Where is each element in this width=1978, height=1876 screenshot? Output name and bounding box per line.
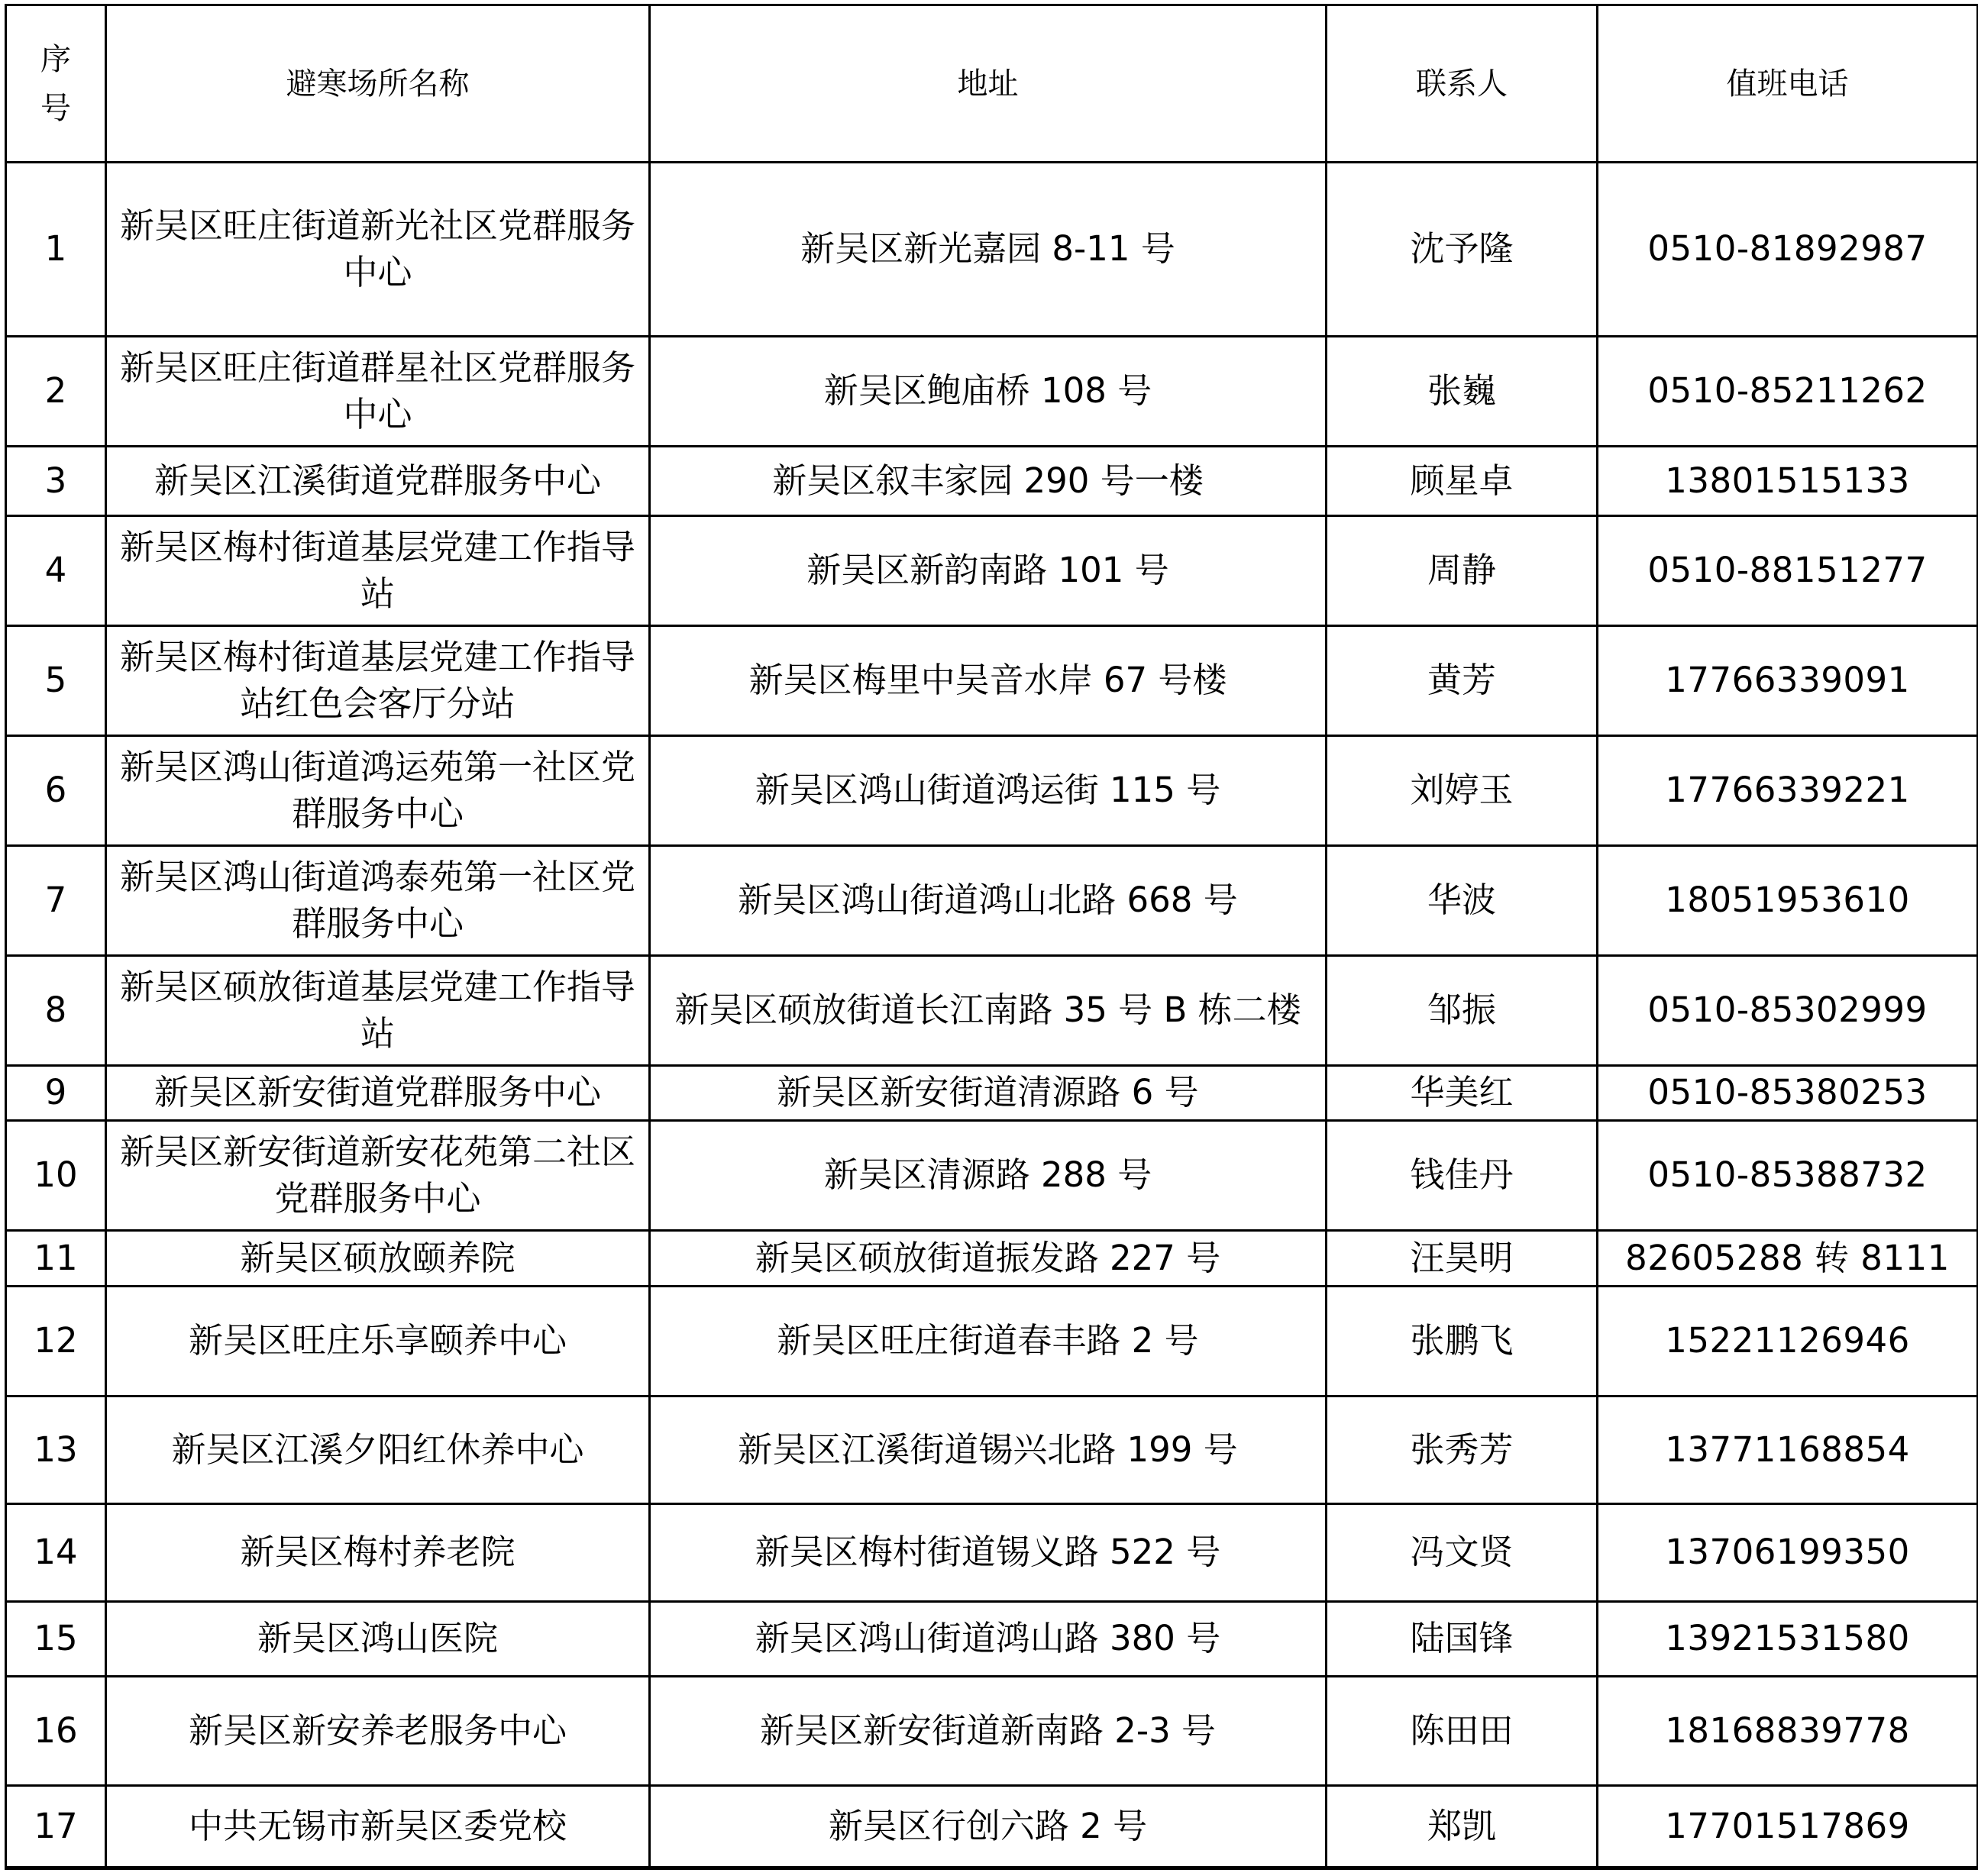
cell-contact: 冯文贤 xyxy=(1327,1504,1598,1602)
cell-phone: 13921531580 xyxy=(1598,1602,1978,1677)
table-row xyxy=(6,1066,1978,1121)
cell-no: 5 xyxy=(6,626,106,736)
header-phone: 值班电话 xyxy=(1598,5,1978,163)
cell-no: 12 xyxy=(6,1287,106,1397)
cell-phone: 18051953610 xyxy=(1598,846,1978,956)
cell-name: 新吴区新安街道党群服务中心 xyxy=(106,1066,650,1121)
cell-contact: 汪昊明 xyxy=(1327,1231,1598,1287)
cell-phone: 15221126946 xyxy=(1598,1287,1978,1397)
table-row xyxy=(6,1397,1978,1504)
table-row xyxy=(6,337,1978,447)
cell-name: 新吴区旺庄街道新光社区党群服务中心 xyxy=(106,163,650,337)
cell-address: 新吴区行创六路 2 号 xyxy=(650,1786,1327,1868)
header-no: 序号 xyxy=(6,5,106,163)
cell-name: 新吴区江溪夕阳红休养中心 xyxy=(106,1397,650,1504)
table-row xyxy=(6,736,1978,846)
cell-contact: 周静 xyxy=(1327,516,1598,626)
cell-name: 新吴区梅村街道基层党建工作指导站 xyxy=(106,516,650,626)
cell-phone: 0510-81892987 xyxy=(1598,163,1978,337)
cell-phone: 0510-85302999 xyxy=(1598,956,1978,1066)
table-row xyxy=(6,1287,1978,1397)
table-row xyxy=(6,447,1978,516)
header-address: 地址 xyxy=(650,5,1327,163)
cell-contact: 钱佳丹 xyxy=(1327,1121,1598,1231)
cell-contact: 顾星卓 xyxy=(1327,447,1598,516)
table-row xyxy=(6,1121,1978,1231)
cell-address: 新吴区鸿山街道鸿运街 115 号 xyxy=(650,736,1327,846)
cell-phone: 13771168854 xyxy=(1598,1397,1978,1504)
cell-address: 新吴区叙丰家园 290 号一楼 xyxy=(650,447,1327,516)
cell-no: 1 xyxy=(6,163,106,337)
cell-no: 13 xyxy=(6,1397,106,1504)
cell-contact: 张秀芳 xyxy=(1327,1397,1598,1504)
table-row xyxy=(6,626,1978,736)
cell-name: 新吴区鸿山医院 xyxy=(106,1602,650,1677)
cell-phone: 17701517869 xyxy=(1598,1786,1978,1868)
table-row xyxy=(6,846,1978,956)
table-row xyxy=(6,956,1978,1066)
cell-no: 15 xyxy=(6,1602,106,1677)
cell-contact: 邹振 xyxy=(1327,956,1598,1066)
cell-no: 9 xyxy=(6,1066,106,1121)
cell-address: 新吴区新安街道清源路 6 号 xyxy=(650,1066,1327,1121)
cell-contact: 张巍 xyxy=(1327,337,1598,447)
cell-name: 中共无锡市新吴区委党校 xyxy=(106,1786,650,1868)
cell-name: 新吴区新安养老服务中心 xyxy=(106,1677,650,1786)
cell-no: 4 xyxy=(6,516,106,626)
cell-phone: 13706199350 xyxy=(1598,1504,1978,1602)
header-name: 避寒场所名称 xyxy=(106,5,650,163)
table-row xyxy=(6,1677,1978,1786)
cell-name: 新吴区硕放颐养院 xyxy=(106,1231,650,1287)
cell-phone: 82605288 转 8111 xyxy=(1598,1231,1978,1287)
cell-address: 新吴区江溪街道锡兴北路 199 号 xyxy=(650,1397,1327,1504)
cell-name: 新吴区鸿山街道鸿运苑第一社区党群服务中心 xyxy=(106,736,650,846)
table-row xyxy=(6,1231,1978,1287)
cell-phone: 0510-85211262 xyxy=(1598,337,1978,447)
cell-address: 新吴区硕放街道长江南路 35 号 B 栋二楼 xyxy=(650,956,1327,1066)
cell-address: 新吴区新韵南路 101 号 xyxy=(650,516,1327,626)
cell-no: 6 xyxy=(6,736,106,846)
cell-no: 3 xyxy=(6,447,106,516)
cell-phone: 0510-85380253 xyxy=(1598,1066,1978,1121)
cell-contact: 郑凯 xyxy=(1327,1786,1598,1868)
cell-no: 8 xyxy=(6,956,106,1066)
cell-name: 新吴区旺庄乐享颐养中心 xyxy=(106,1287,650,1397)
cell-address: 新吴区硕放街道振发路 227 号 xyxy=(650,1231,1327,1287)
table-row xyxy=(6,1786,1978,1868)
cell-no: 2 xyxy=(6,337,106,447)
cell-name: 新吴区梅村街道基层党建工作指导站红色会客厅分站 xyxy=(106,626,650,736)
cell-address: 新吴区鸿山街道鸿山路 380 号 xyxy=(650,1602,1327,1677)
cell-name: 新吴区硕放街道基层党建工作指导站 xyxy=(106,956,650,1066)
cell-name: 新吴区旺庄街道群星社区党群服务中心 xyxy=(106,337,650,447)
table-row xyxy=(6,1504,1978,1602)
cell-contact: 刘婷玉 xyxy=(1327,736,1598,846)
cell-phone: 0510-88151277 xyxy=(1598,516,1978,626)
cell-no: 10 xyxy=(6,1121,106,1231)
cell-phone: 17766339091 xyxy=(1598,626,1978,736)
cell-address: 新吴区鲍庙桥 108 号 xyxy=(650,337,1327,447)
cell-contact: 张鹏飞 xyxy=(1327,1287,1598,1397)
cell-address: 新吴区梅里中吴音水岸 67 号楼 xyxy=(650,626,1327,736)
table-row xyxy=(6,516,1978,626)
table-header-row xyxy=(6,5,1978,163)
cell-contact: 黄芳 xyxy=(1327,626,1598,736)
cell-phone: 17766339221 xyxy=(1598,736,1978,846)
cell-contact: 华波 xyxy=(1327,846,1598,956)
cell-no: 11 xyxy=(6,1231,106,1287)
table-row xyxy=(6,1602,1978,1677)
cell-no: 17 xyxy=(6,1786,106,1868)
cell-name: 新吴区鸿山街道鸿泰苑第一社区党群服务中心 xyxy=(106,846,650,956)
header-contact: 联系人 xyxy=(1327,5,1598,163)
cell-name: 新吴区江溪街道党群服务中心 xyxy=(106,447,650,516)
cell-name: 新吴区新安街道新安花苑第二社区党群服务中心 xyxy=(106,1121,650,1231)
cell-phone: 13801515133 xyxy=(1598,447,1978,516)
cell-address: 新吴区清源路 288 号 xyxy=(650,1121,1327,1231)
cell-phone: 0510-85388732 xyxy=(1598,1121,1978,1231)
cell-address: 新吴区新光嘉园 8-11 号 xyxy=(650,163,1327,337)
cell-address: 新吴区新安街道新南路 2-3 号 xyxy=(650,1677,1327,1786)
cell-address: 新吴区梅村街道锡义路 522 号 xyxy=(650,1504,1327,1602)
cell-no: 16 xyxy=(6,1677,106,1786)
table-row xyxy=(6,163,1978,337)
cell-contact: 沈予隆 xyxy=(1327,163,1598,337)
cell-no: 14 xyxy=(6,1504,106,1602)
cell-address: 新吴区鸿山街道鸿山北路 668 号 xyxy=(650,846,1327,956)
cell-name: 新吴区梅村养老院 xyxy=(106,1504,650,1602)
cell-address: 新吴区旺庄街道春丰路 2 号 xyxy=(650,1287,1327,1397)
cell-phone: 18168839778 xyxy=(1598,1677,1978,1786)
cell-contact: 陈田田 xyxy=(1327,1677,1598,1786)
shelter-table xyxy=(5,4,1978,1870)
cell-contact: 陆国锋 xyxy=(1327,1602,1598,1677)
cell-no: 7 xyxy=(6,846,106,956)
cell-contact: 华美红 xyxy=(1327,1066,1598,1121)
